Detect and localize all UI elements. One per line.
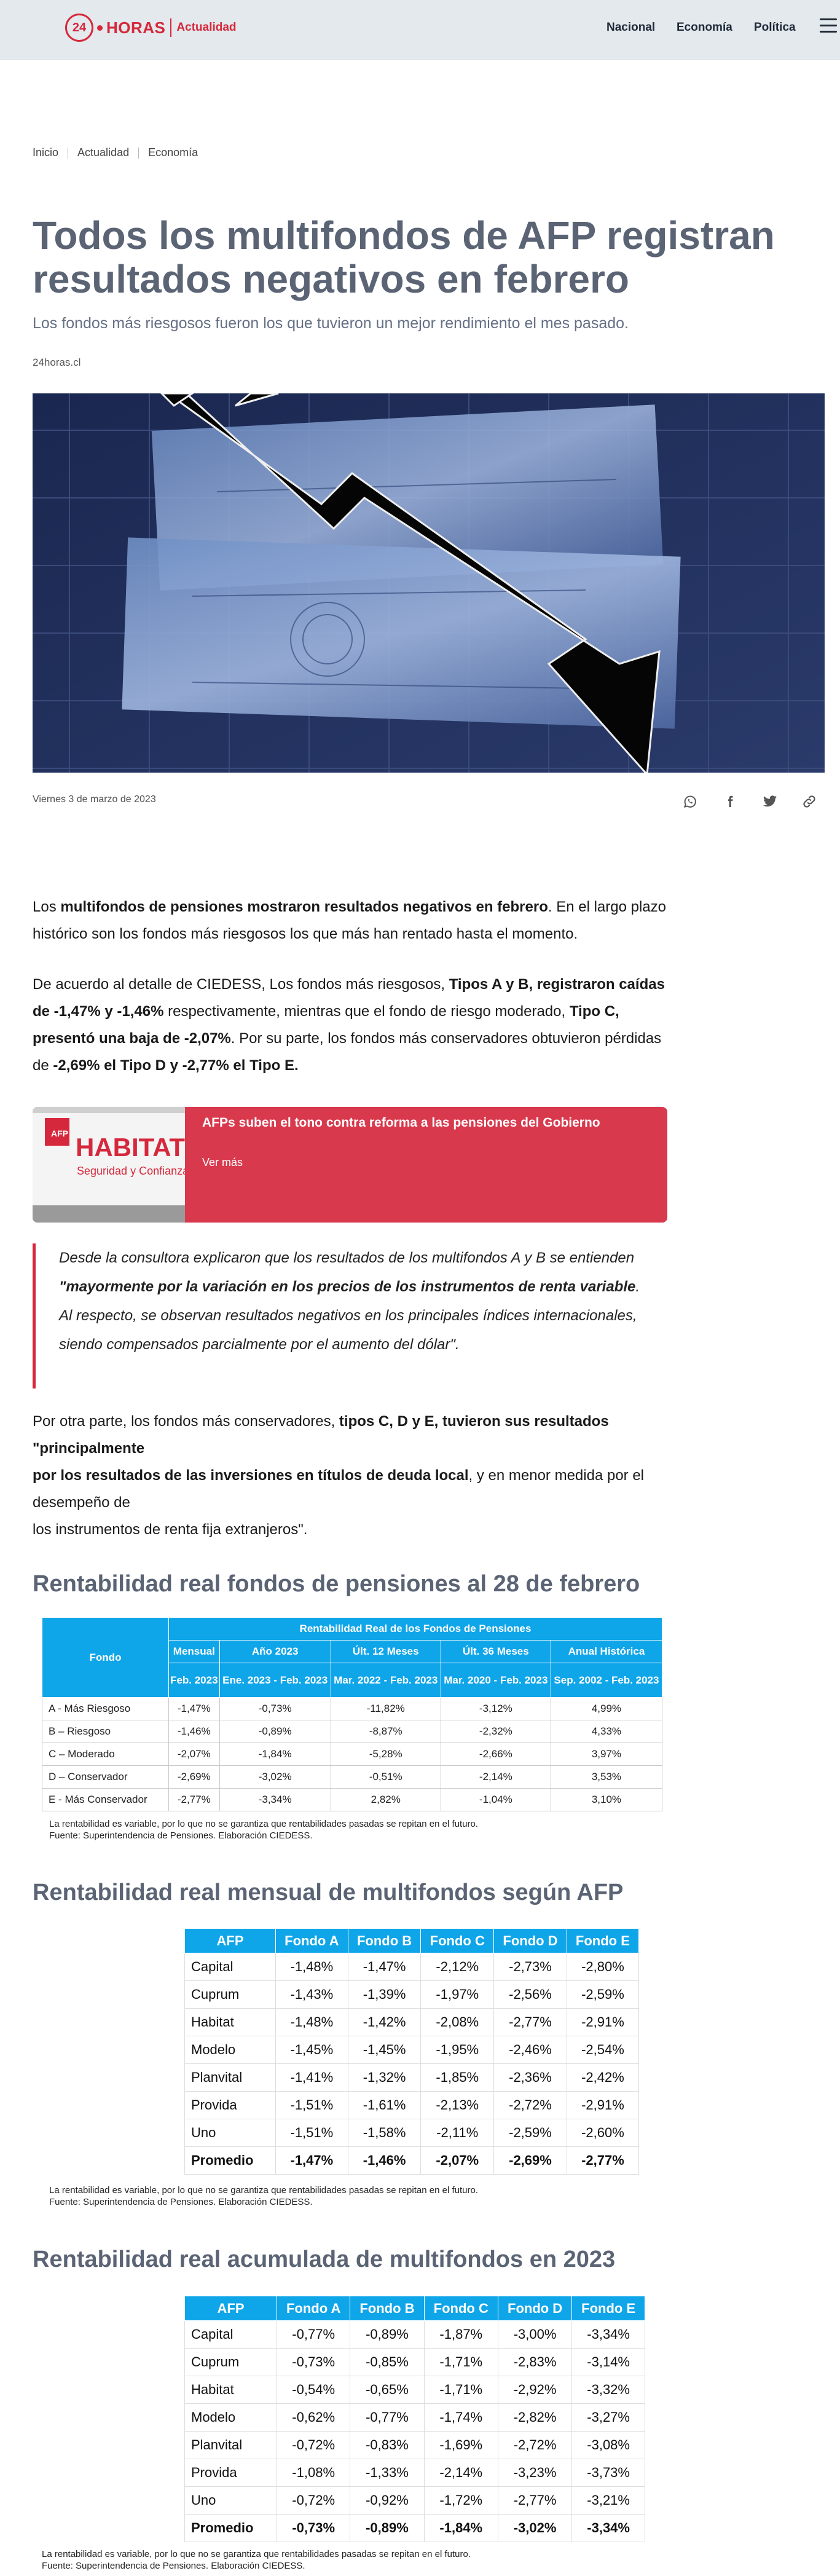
table-cell: -1,71% [424,2376,498,2404]
column-header: AFP [185,1929,276,1953]
table-cell: -1,84% [424,2515,498,2542]
table-cell: -1,46% [169,1720,220,1743]
column-header: Año 2023 [219,1641,331,1663]
table-cell: -3,27% [572,2404,645,2432]
table-cell: -2,77% [498,2487,571,2515]
svg-text:AFP: AFP [51,1128,68,1138]
table-cell: -2,07% [169,1743,220,1766]
group-header: Rentabilidad Real de los Fondos de Pensiones [169,1618,662,1641]
table-cell: -0,89% [350,2321,424,2349]
table-cell: -2,66% [441,1743,551,1766]
site-logo[interactable] [65,14,237,42]
table-cell: -2,46% [494,2036,567,2064]
column-subheader: Mar. 2022 - Feb. 2023 [331,1663,441,1698]
nav-item-politica[interactable] [754,18,796,37]
table-cell: Promedio [185,2147,276,2175]
table-cell: -1,47% [276,2147,348,2175]
table-cell: -2,91% [567,2009,638,2036]
section-heading-1: Rentabilidad real fondos de pensiones al 28 de febrero [33,1571,640,1597]
table-cell: -2,83% [498,2349,571,2376]
column-header: Fondo D [498,2296,571,2321]
column-header: Fondo B [350,2296,424,2321]
table-cell: -2,77% [169,1789,220,1811]
paragraph-1: Los multifondos de pensiones mostraron resultados negativos en febrero. En el largo plazo histórico son los fondos más riesgosos los que más han rentado hasta el momento. [33,899,666,942]
blockquote: Desde la consultora explicaron que los resultados de los multifondos A y B se entienden "mayormente por la variación en los precios de los instrumentos de renta variable. Al respecto, se observan resultados negativos en los principales índices internacionales, siendo compensados parcialmente por el aumento del dólar". [59,1250,640,1353]
table-cell: Cuprum [185,1981,276,2009]
table-row [185,2009,639,2036]
table-row [185,2376,645,2404]
table-cell: 4,33% [551,1720,662,1743]
logo-section: Actualidad [176,21,237,34]
table-cell: -5,28% [331,1743,441,1766]
table-cell: -1,46% [348,2147,421,2175]
table-cell: 3,10% [551,1789,662,1811]
table-cell: Uno [185,2119,276,2147]
column-header: Fondo E [572,2296,645,2321]
table-cell: -1,84% [219,1743,331,1766]
column-header: Últ. 36 Meses [441,1641,551,1663]
column-header: Fondo B [348,1929,421,1953]
table-cell: -0,89% [219,1720,331,1743]
column-subheader: Sep. 2002 - Feb. 2023 [551,1663,662,1698]
article-subtitle: Los fondos más riesgosos fueron los que tuvieron un mejor rendimiento el mes pasado. [33,315,629,332]
article-date: Viernes 3 de marzo de 2023 [33,794,156,805]
table-cell: -3,34% [219,1789,331,1811]
table-cell: -0,72% [277,2432,350,2459]
table-cell: -1,74% [424,2404,498,2432]
table-row [185,2404,645,2432]
logo-number: 24 [72,20,87,34]
table-cell: -1,47% [348,1953,421,1981]
table-cell: 4,99% [551,1698,662,1720]
table-row [185,2036,639,2064]
table-cell: -0,92% [350,2487,424,2515]
related-article-card[interactable] [33,1107,667,1223]
table-cell: -2,59% [567,1981,638,2009]
table-cell: -3,12% [441,1698,551,1720]
table-cell: -1,42% [348,2009,421,2036]
table-note-2: La rentabilidad es variable, por lo que no se garantiza que rentabilidades pasadas se repitan en el futuro. Fuente: Superintendencia de Pensiones. Elaboración CIEDESS. [49,2185,478,2207]
table-cell: -2,92% [498,2376,571,2404]
related-article-image [33,1107,185,1223]
table-note-1: La rentabilidad es variable, por lo que no se garantiza que rentabilidades pasadas se repitan en el futuro. Fuente: Superintendencia de Pensiones. Elaboración CIEDESS. [49,1819,478,1841]
table-cell: -2,80% [567,1953,638,1981]
column-subheader: Mar. 2020 - Feb. 2023 [441,1663,551,1698]
accumulated-returns-table [184,2296,645,2542]
table-cell: -2,60% [567,2119,638,2147]
table-cell: -8,87% [331,1720,441,1743]
table-cell: Planvital [185,2432,277,2459]
nav-label: Nacional [606,21,656,34]
table-cell: -3,14% [572,2349,645,2376]
table-cell: -2,42% [567,2064,638,2092]
table-cell: -1,45% [276,2036,348,2064]
column-header: Últ. 12 Meses [331,1641,441,1663]
table-cell: -0,72% [277,2487,350,2515]
nav-label: Economía [677,21,732,34]
table-cell: Uno [185,2487,277,2515]
menu-icon[interactable] [820,18,837,34]
svg-text:Seguridad y Confianza: Seguridad y Confianza [77,1165,185,1177]
table-cell: -1,45% [348,2036,421,2064]
column-header: Fondo [42,1618,169,1698]
nav-item-economia[interactable] [677,18,732,37]
column-header: AFP [185,2296,277,2321]
table-cell: -2,77% [494,2009,567,2036]
breadcrumb-inicio[interactable]: Inicio [33,146,59,159]
table-row [42,1743,662,1766]
table-cell: -2,77% [567,2147,638,2175]
table-cell: -2,14% [441,1766,551,1789]
table-cell: 3,53% [551,1766,662,1789]
table-cell: -3,02% [498,2515,571,2542]
table-cell: -1,58% [348,2119,421,2147]
table-cell: -2,12% [421,1953,494,1981]
table-cell: -1,51% [276,2092,348,2119]
table-cell: -0,65% [350,2376,424,2404]
table-row [42,1720,662,1743]
table-cell: -2,11% [421,2119,494,2147]
table-cell: -2,91% [567,2092,638,2119]
table-cell: -2,13% [421,2092,494,2119]
table-cell: -3,21% [572,2487,645,2515]
table-row [42,1789,662,1811]
breadcrumb-actualidad[interactable]: Actualidad [77,146,130,159]
facebook-icon[interactable] [720,791,740,812]
logo-separator [170,18,171,37]
table-row [42,1766,662,1789]
related-image-logo: HABITAT [76,1133,185,1162]
table-cell: -1,69% [424,2432,498,2459]
table-header-row [185,1929,639,1953]
table-header-row [185,2296,645,2321]
table-cell: E - Más Conservador [42,1789,169,1811]
table-cell: -2,32% [441,1720,551,1743]
logo-word: HORAS [106,18,166,37]
table-row [42,1698,662,1720]
paragraph-2: De acuerdo al detalle de CIEDESS, Los fondos más riesgosos, Tipos A y B, registraron caídas de -1,47% y -1,46% respectivamente, mientras que el fondo de riesgo moderado, Tipo C, presentó una baja de -2,07%. Por su parte, los fondos más conservadores obtuvieron pérdidas de -2,69% el Tipo D y -2,77% el Tipo E. [33,976,665,1074]
table-row [185,1953,639,1981]
table-row [185,2147,639,2175]
column-header: Fondo A [276,1929,348,1953]
table-cell: Modelo [185,2036,276,2064]
monthly-returns-table [184,1928,639,2175]
site-header [0,0,840,60]
breadcrumb-separator [138,148,139,159]
logo-circle [65,14,93,42]
table-cell: Capital [185,2321,277,2349]
table-cell: -0,73% [219,1698,331,1720]
page-title: Todos los multifondos de AFP registran resultados negativos en febrero [33,213,775,301]
table-cell: -0,83% [350,2432,424,2459]
table-cell: -3,34% [572,2515,645,2542]
table-cell: -1,95% [421,2036,494,2064]
table-cell: Planvital [185,2064,276,2092]
table-cell: -1,87% [424,2321,498,2349]
table-cell: -2,73% [494,1953,567,1981]
column-header: Mensual [169,1641,220,1663]
table-cell: -1,48% [276,2009,348,2036]
table-cell: -1,41% [276,2064,348,2092]
table-cell: B – Riesgoso [42,1720,169,1743]
table-cell: 3,97% [551,1743,662,1766]
table-row [185,2432,645,2459]
table-cell: -11,82% [331,1698,441,1720]
table-row [185,2119,639,2147]
table-cell: -2,54% [567,2036,638,2064]
quote-accent-bar [33,1243,36,1388]
logo-dot [97,25,103,31]
table-row [185,2321,645,2349]
table-cell: -2,69% [494,2147,567,2175]
table-row [185,2064,639,2092]
table-cell: -1,71% [424,2349,498,2376]
breadcrumb [33,146,198,159]
table-cell: -1,04% [441,1789,551,1811]
related-article-title[interactable]: AFPs suben el tono contra reforma a las pensiones del Gobierno [202,1116,600,1130]
column-header: Fondo C [424,2296,498,2321]
paragraph-3: Por otra parte, los fondos más conservadores, tipos C, D y E, tuvieron sus resultados "principalmente por los resultados de las inversiones en títulos de deuda local, y en menor medida por el desempeño de los instrumentos de renta fija extranjeros". [33,1413,645,1538]
breadcrumb-economia[interactable]: Economía [148,146,198,159]
table-cell: -0,73% [277,2515,350,2542]
hero-image [33,393,825,773]
table-cell: -3,00% [498,2321,571,2349]
table-cell: -0,51% [331,1766,441,1789]
column-subheader: Ene. 2023 - Feb. 2023 [219,1663,331,1698]
table-cell: Provida [185,2092,276,2119]
table-cell: -3,23% [498,2459,571,2487]
twitter-icon[interactable] [760,791,780,812]
table-cell: -0,54% [277,2376,350,2404]
table-cell: -0,77% [350,2404,424,2432]
link-icon[interactable] [799,791,820,812]
column-header: Fondo D [494,1929,567,1953]
table-cell: C – Moderado [42,1743,169,1766]
table-cell: -1,97% [421,1981,494,2009]
column-header: Fondo C [421,1929,494,1953]
nav-label: Política [754,21,796,34]
table-row [185,2515,645,2542]
column-header: Fondo A [277,2296,350,2321]
column-subheader: Feb. 2023 [169,1663,220,1698]
table-cell: -1,39% [348,1981,421,2009]
pension-returns-table [42,1617,662,1811]
table-cell: -1,47% [169,1698,220,1720]
section-heading-2: Rentabilidad real mensual de multifondos según AFP [33,1880,624,1905]
table-cell: -1,51% [276,2119,348,2147]
table-cell: -1,85% [421,2064,494,2092]
nav-item-nacional[interactable] [606,18,655,37]
table-cell: -2,07% [421,2147,494,2175]
table-cell: -1,08% [277,2459,350,2487]
table-cell: -1,33% [350,2459,424,2487]
table-cell: Capital [185,1953,276,1981]
table-cell: -0,85% [350,2349,424,2376]
table-cell: -2,36% [494,2064,567,2092]
table-cell: 2,82% [331,1789,441,1811]
table-cell: -2,59% [494,2119,567,2147]
column-header: Anual Histórica [551,1641,662,1663]
table-cell: Habitat [185,2376,277,2404]
table-note-3: La rentabilidad es variable, por lo que no se garantiza que rentabilidades pasadas se repitan en el futuro. Fuente: Superintendencia de Pensiones. Elaboración CIEDESS. [42,2549,471,2571]
table-cell: Cuprum [185,2349,277,2376]
table-cell: -2,14% [424,2459,498,2487]
table-cell: Promedio [185,2515,277,2542]
table-row [185,2092,639,2119]
table-cell: -2,82% [498,2404,571,2432]
article-source: 24horas.cl [33,356,81,368]
table-cell: -2,72% [498,2432,571,2459]
table-cell: Habitat [185,2009,276,2036]
column-header: Fondo E [567,1929,638,1953]
table-cell: -0,89% [350,2515,424,2542]
table-cell: Modelo [185,2404,277,2432]
table-cell: -1,61% [348,2092,421,2119]
table-cell: -3,73% [572,2459,645,2487]
table-cell: -2,72% [494,2092,567,2119]
table-cell: -2,56% [494,1981,567,2009]
table-cell: -0,77% [277,2321,350,2349]
table-cell: -3,02% [219,1766,331,1789]
table-row [185,2459,645,2487]
table-row [185,1981,639,2009]
table-cell: -1,32% [348,2064,421,2092]
table-cell: -0,62% [277,2404,350,2432]
table-cell: -3,32% [572,2376,645,2404]
table-cell: -2,08% [421,2009,494,2036]
table-cell: A - Más Riesgoso [42,1698,169,1720]
table-row [185,2349,645,2376]
section-heading-3: Rentabilidad real acumulada de multifondos en 2023 [33,2247,616,2272]
table-row [185,2487,645,2515]
table-cell: D – Conservador [42,1766,169,1789]
table-cell: -0,73% [277,2349,350,2376]
table-cell: Provida [185,2459,277,2487]
table-cell: -1,48% [276,1953,348,1981]
table-cell: -2,69% [169,1766,220,1789]
table-cell: -1,43% [276,1981,348,2009]
table-cell: -1,72% [424,2487,498,2515]
related-article-more-link[interactable]: Ver más [202,1156,243,1168]
whatsapp-icon[interactable] [680,791,701,812]
table-cell: -3,08% [572,2432,645,2459]
table-cell: -3,34% [572,2321,645,2349]
